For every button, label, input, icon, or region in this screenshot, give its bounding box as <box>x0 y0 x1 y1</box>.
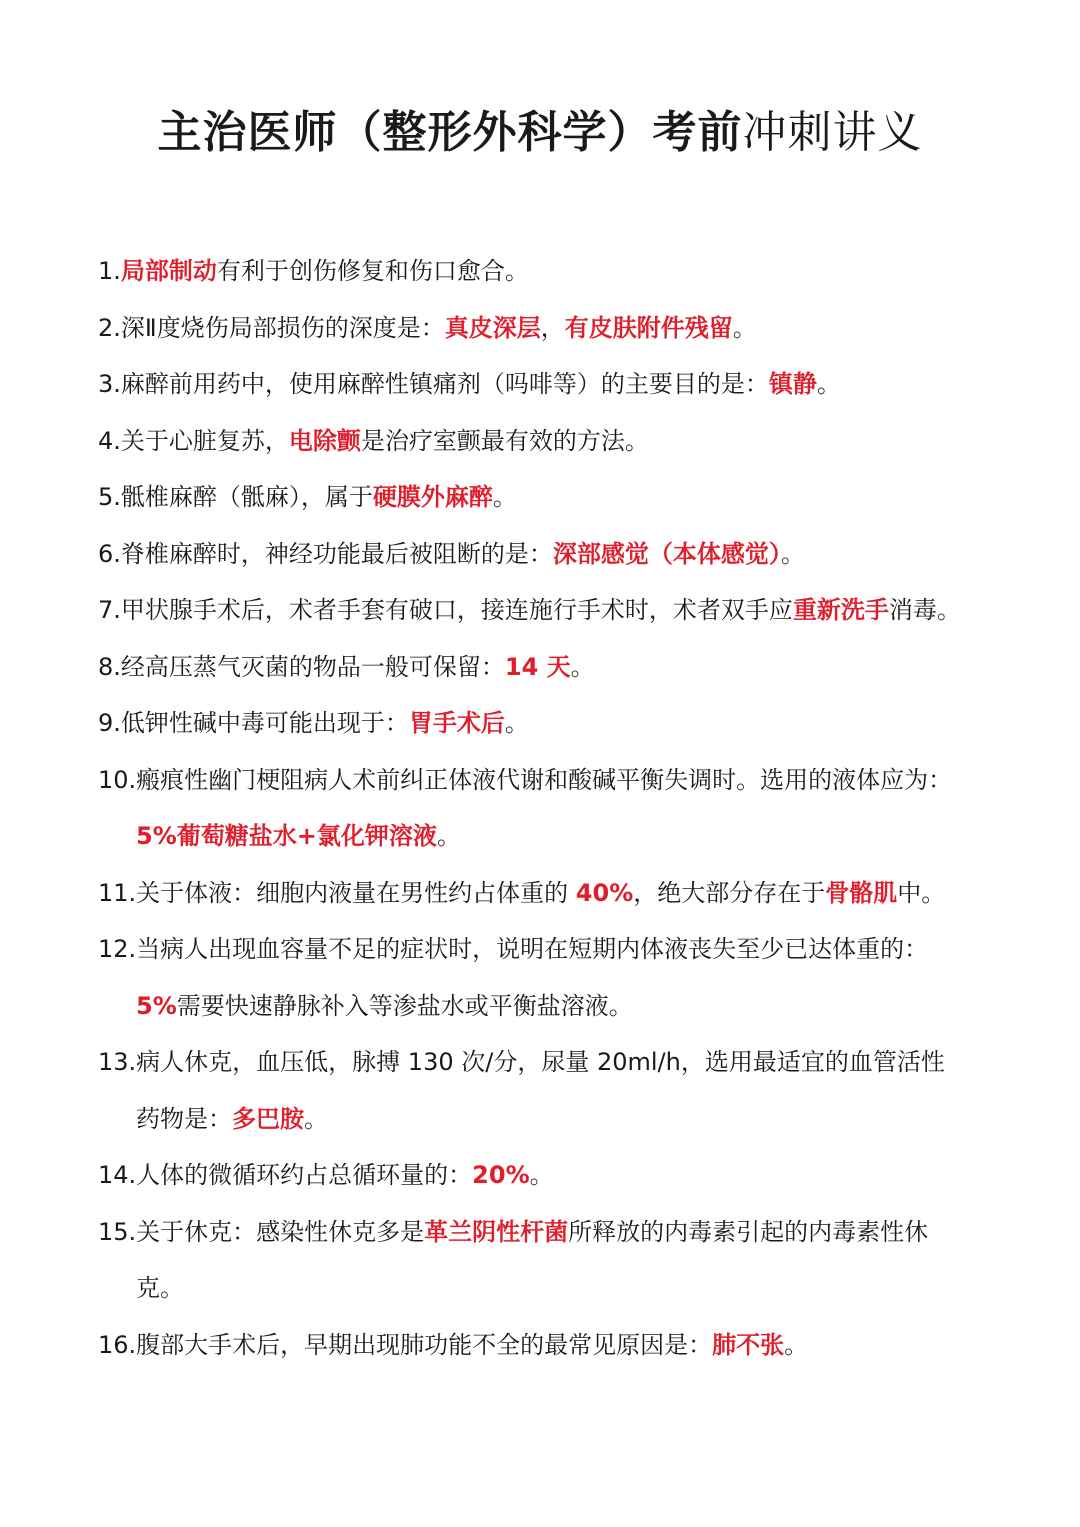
note-line-continued <box>98 1260 998 1317</box>
highlighted-answer: 局部制动 <box>120 257 217 285</box>
note-text: ， <box>540 313 565 342</box>
highlighted-answer: 20% <box>472 1161 530 1189</box>
note-line <box>98 356 998 413</box>
note-line <box>98 752 998 809</box>
note-line <box>98 526 998 583</box>
highlighted-answer: 电除颤 <box>288 426 361 455</box>
note-text: 中。 <box>897 878 946 907</box>
note-item <box>98 1204 998 1317</box>
highlighted-answer: 多巴胺 <box>232 1104 304 1133</box>
note-item <box>98 356 998 413</box>
highlighted-answer: 肺不张 <box>712 1330 785 1359</box>
note-text: 15.关于休克：感染性休克多是 <box>98 1217 425 1246</box>
note-item <box>98 1317 998 1374</box>
note-text: 5.骶椎麻醉（骶麻），属于 <box>98 483 373 511</box>
note-item <box>98 469 998 526</box>
note-line <box>98 1147 998 1204</box>
highlighted-answer: 胃手术后 <box>408 709 505 737</box>
note-line <box>98 865 998 922</box>
note-text: 13.病人休克，血压低，脉搏 130 次/分，尿量 20ml/h，选用最适宜的血管活性 <box>98 1048 945 1076</box>
note-text: 4.关于心脏复苏， <box>98 426 289 455</box>
note-text: 9.低钾性碱中毒可能出现于： <box>98 709 409 737</box>
note-item <box>98 526 998 583</box>
note-text: 11.关于体液：细胞内液量在男性约占体重的 <box>98 878 576 907</box>
highlighted-answer: 真皮深层 <box>444 313 541 342</box>
note-item <box>98 865 998 922</box>
note-line-continued <box>98 1091 998 1148</box>
page-title <box>0 101 1080 165</box>
note-text: 3.麻醉前用药中，使用麻醉性镇痛剂（吗啡等）的主要目的是： <box>98 370 769 398</box>
note-text: 需要快速静脉补入等渗盐水或平衡盐溶液。 <box>176 991 633 1020</box>
note-text: 克。 <box>136 1274 184 1302</box>
note-item <box>98 752 998 865</box>
note-text: 。 <box>436 822 461 850</box>
note-line <box>98 243 998 300</box>
note-text: 。 <box>304 1104 328 1133</box>
highlighted-answer: 骨骼肌 <box>825 878 898 907</box>
note-text: 。 <box>504 709 529 737</box>
highlighted-answer: 有皮肤附件残留 <box>564 313 733 342</box>
highlighted-answer: 镇静 <box>768 370 817 398</box>
highlighted-answer: 深部感觉（本体感觉） <box>552 539 781 568</box>
note-line <box>98 921 998 978</box>
note-text: 是治疗室颤最有效的方法。 <box>360 426 649 455</box>
page-title-normal: 冲刺讲义 <box>742 107 923 159</box>
note-text: 10.瘢痕性幽门梗阻病人术前纠正体液代谢和酸碱平衡失调时。选用的液体应为： <box>98 765 953 794</box>
note-line <box>98 1034 998 1091</box>
note-line <box>98 639 998 696</box>
highlighted-answer: 14 天 <box>504 652 571 681</box>
note-line <box>98 413 998 470</box>
notes-list <box>98 243 998 1373</box>
note-item <box>98 413 998 470</box>
note-text: 消毒。 <box>888 596 961 624</box>
note-text: 。 <box>492 483 517 511</box>
highlighted-answer: 5%葡萄糖盐水+氯化钾溶液 <box>136 822 437 850</box>
note-line <box>98 300 998 357</box>
note-text: 有利于创伤修复和伤口愈合。 <box>216 257 529 285</box>
note-line <box>98 582 998 639</box>
note-text: 。 <box>732 313 757 342</box>
note-text: 1. <box>98 257 121 285</box>
highlighted-answer: 40% <box>575 878 634 907</box>
note-line <box>98 1204 998 1261</box>
note-text: 2.深Ⅱ度烧伤局部损伤的深度是： <box>98 313 445 342</box>
note-text: 14.人体的微循环约占总循环量的： <box>98 1161 473 1189</box>
note-item <box>98 582 998 639</box>
note-line <box>98 695 998 752</box>
note-text: 所释放的内毒素引起的内毒素性休 <box>568 1217 929 1246</box>
highlighted-answer: 革兰阴性杆菌 <box>424 1217 569 1246</box>
note-line <box>98 469 998 526</box>
note-text: 。 <box>816 370 841 398</box>
note-item <box>98 639 998 696</box>
note-text: 。 <box>784 1330 809 1359</box>
note-line <box>98 1317 998 1374</box>
note-text: 药物是： <box>136 1104 232 1133</box>
note-text: 16.腹部大手术后，早期出现肺功能不全的最常见原因是： <box>98 1330 713 1359</box>
note-text: 7.甲状腺手术后，术者手套有破口，接连施行手术时，术者双手应 <box>98 596 793 624</box>
highlighted-answer: 5% <box>136 991 177 1020</box>
note-text: 。 <box>529 1161 554 1189</box>
note-text: ，绝大部分存在于 <box>633 878 826 907</box>
note-item <box>98 300 998 357</box>
highlighted-answer: 重新洗手 <box>792 596 889 624</box>
note-line-continued <box>98 978 998 1035</box>
note-text: 6.脊椎麻醉时，神经功能最后被阻断的是： <box>98 539 553 568</box>
note-text: 。 <box>570 652 595 681</box>
note-text: 12.当病人出现血容量不足的症状时，说明在短期内体液丧失至少已达体重的： <box>98 935 929 963</box>
note-item <box>98 1147 998 1204</box>
note-item <box>98 243 998 300</box>
note-item <box>98 1034 998 1147</box>
note-item <box>98 921 998 1034</box>
note-text: 8.经高压蒸气灭菌的物品一般可保留： <box>98 652 505 681</box>
page-title-bold: 主治医师（整形外科学）考前 <box>157 107 743 159</box>
note-line-continued <box>98 808 998 865</box>
highlighted-answer: 硬膜外麻醉 <box>372 483 493 511</box>
note-text: 。 <box>780 539 805 568</box>
note-item <box>98 695 998 752</box>
